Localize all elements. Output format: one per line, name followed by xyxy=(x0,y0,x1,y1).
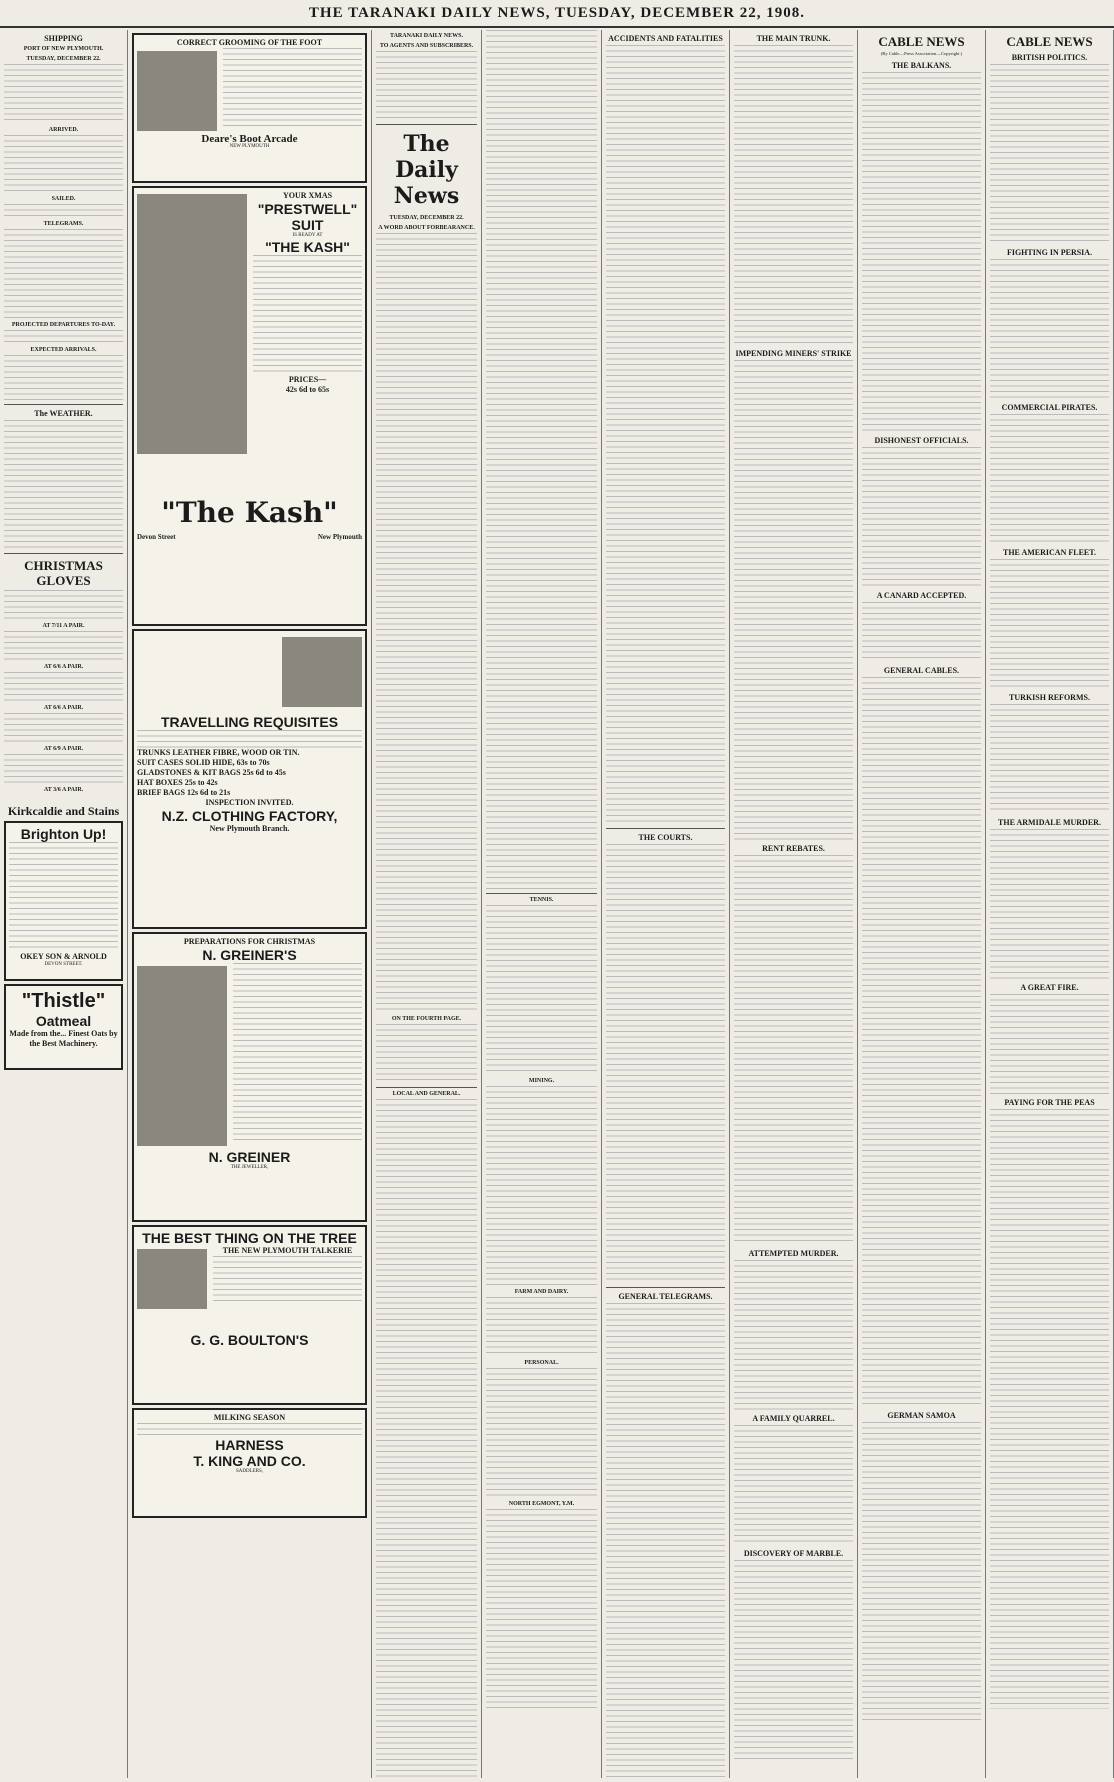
trunk-image xyxy=(282,637,362,707)
christmas-gloves-heading: CHRISTMAS GLOVES xyxy=(24,558,103,588)
trunk-text xyxy=(734,45,853,345)
briefbags-line: BRIEF BAGS 12s 6d to 21s xyxy=(137,788,231,797)
notice-text xyxy=(376,51,477,121)
inspection-label: INSPECTION INVITED. xyxy=(205,798,294,807)
column-cable-1 xyxy=(858,30,986,1778)
dairy-heading: FARM AND DAIRY. xyxy=(514,1289,569,1295)
talkerie-ad xyxy=(132,1225,367,1405)
accidents-heading: ACCIDENTS AND FATALITIES xyxy=(608,34,723,43)
arrived-heading: ARRIVED. xyxy=(48,127,79,133)
telegrams-heading: TELEGRAMS. xyxy=(43,221,84,227)
fourth-page-heading: ON THE FOURTH PAGE. xyxy=(391,1016,462,1022)
local-text xyxy=(376,1099,477,1778)
fire-heading: A GREAT FIRE. xyxy=(1020,983,1079,992)
bracelet-image xyxy=(137,966,227,1146)
cable-heading-2: CABLE NEWS xyxy=(1006,34,1093,49)
greiner-ad xyxy=(132,932,367,1222)
greiner-heading: N. GREINER'S xyxy=(202,947,297,963)
thistle-heading: "Thistle" xyxy=(21,990,106,1012)
suit-image xyxy=(137,194,247,454)
persia-heading: FIGHTING IN PERSIA. xyxy=(1006,248,1093,257)
port-date: TUESDAY, DECEMBER 22. xyxy=(26,56,101,62)
personal-text xyxy=(486,1368,597,1498)
boot-ad-text xyxy=(223,48,362,128)
armidale-text xyxy=(990,829,1109,979)
notice-title: TARANAKI DAILY NEWS. xyxy=(390,33,463,39)
personal-heading: PERSONAL. xyxy=(524,1360,559,1366)
daily-news-heading: The Daily News xyxy=(393,131,460,209)
tking-heading: T. KING AND CO. xyxy=(193,1453,306,1469)
expected-text xyxy=(4,355,123,401)
thistle-tagline: Made from the... Finest Oats by the Best Machinery. xyxy=(9,1029,118,1048)
greiner-jeweller: THE JEWELLER, xyxy=(230,1165,269,1170)
gloves-intro xyxy=(4,590,123,620)
gloves-text-2 xyxy=(4,631,123,661)
price-range: 42s 6d to 65s xyxy=(285,385,330,394)
column-news xyxy=(482,30,602,1778)
armidale-heading: THE ARMIDALE MURDER. xyxy=(998,818,1101,827)
best-heading: THE BEST THING ON THE TREE xyxy=(142,1230,357,1246)
peas-text xyxy=(990,1109,1109,1709)
talkerie-text xyxy=(213,1256,362,1301)
trunk-heading: THE MAIN TRUNK. xyxy=(756,34,831,43)
column-accidents xyxy=(602,30,730,1778)
dishonest-text xyxy=(862,447,981,587)
column-ads xyxy=(128,30,372,1778)
arrived-text xyxy=(4,135,123,193)
editorial-text xyxy=(376,233,477,1013)
greiner-name: N. GREINER xyxy=(208,1149,291,1165)
brighton-list xyxy=(9,842,118,952)
kash-ad xyxy=(132,186,367,626)
dishonest-heading: DISHONEST OFFICIALS. xyxy=(874,435,969,445)
ready-label: IS READY AT xyxy=(292,233,323,238)
travel-heading: TRAVELLING REQUISITES xyxy=(160,714,339,730)
okey-address: DEVON STREET. xyxy=(44,962,83,967)
kash-town: New Plymouth xyxy=(317,533,362,541)
forbearance-heading: A WORD ABOUT FORBEARANCE. xyxy=(378,225,475,231)
talkerie-heading: THE NEW PLYMOUTH TALKERIE xyxy=(222,1246,353,1255)
courts-heading: THE COURTS. xyxy=(638,833,693,842)
miners-heading: IMPENDING MINERS' STRIKE xyxy=(735,349,852,358)
column-cable-2 xyxy=(986,30,1114,1778)
masthead: THE TARANAKI DAILY NEWS, TUESDAY, DECEMBER 22, 1908. xyxy=(0,0,1114,28)
sailed-text xyxy=(4,204,123,218)
prestwell-label: "PRESTWELL" xyxy=(257,201,358,217)
accidents-text xyxy=(606,45,725,825)
oatmeal-heading: Oatmeal xyxy=(35,1013,92,1029)
expected-heading: EXPECTED ARRIVALS. xyxy=(30,347,97,353)
general-cables-heading: GENERAL CABLES. xyxy=(883,665,960,675)
column-trunk xyxy=(730,30,858,1778)
gloves-price-4: AT 6/9 A PAIR. xyxy=(43,746,84,752)
canard-heading: A CANARD ACCEPTED. xyxy=(876,590,967,600)
persia-text xyxy=(990,259,1109,399)
attempted-heading: ATTEMPTED MURDER. xyxy=(748,1249,839,1258)
american-text xyxy=(990,559,1109,689)
news-text-top xyxy=(486,30,597,890)
weather-text xyxy=(4,420,123,550)
gloves-price-1: AT 7/11 A PAIR. xyxy=(42,623,85,629)
boulton-heading: G. G. BOULTON'S xyxy=(190,1332,309,1348)
suit-label: SUIT xyxy=(291,217,324,233)
general-telegrams-heading: GENERAL TELEGRAMS. xyxy=(618,1292,713,1301)
clothing-branch: New Plymouth Branch. xyxy=(209,824,290,833)
clothing-factory: N.Z. CLOTHING FACTORY, xyxy=(161,808,338,824)
gladstones-line: GLADSTONES & KIT BAGS 25s 6d to 45s xyxy=(137,768,286,777)
kash-ad-text xyxy=(253,255,362,375)
marble-text xyxy=(734,1560,853,1760)
local-heading: LOCAL AND GENERAL. xyxy=(392,1091,461,1097)
british-heading: BRITISH POLITICS. xyxy=(1011,53,1088,62)
german-heading: GERMAN SAMOA xyxy=(887,1410,956,1420)
editorial-date: TUESDAY, DECEMBER 22. xyxy=(389,215,464,221)
harness-ad xyxy=(132,1408,367,1518)
port-heading: PORT OF NEW PLYMOUTH. xyxy=(23,46,104,52)
column-shipping xyxy=(0,30,128,1778)
rent-text xyxy=(734,855,853,1245)
telegrams-text xyxy=(4,229,123,319)
travel-ad xyxy=(132,629,367,929)
marble-heading: DISCOVERY OF MARBLE. xyxy=(743,1549,844,1558)
gloves-price-3: AT 6/6 A PAIR. xyxy=(43,705,84,711)
general-telegrams-text xyxy=(606,1303,725,1778)
balkans-text xyxy=(862,72,981,432)
brighton-ad xyxy=(4,821,123,981)
north-text xyxy=(486,1509,597,1709)
tide-table xyxy=(4,64,123,124)
tree-image xyxy=(137,1249,207,1309)
saddlers-label: SADDLERS, xyxy=(235,1469,264,1474)
courts-text xyxy=(606,844,725,1284)
mining-heading: MINING. xyxy=(528,1078,555,1084)
general-cables-text xyxy=(862,677,981,1407)
deare-heading: Deare's Boot Arcade xyxy=(201,133,298,145)
notice-sub: TO AGENTS AND SUBSCRIBERS. xyxy=(379,43,474,49)
gloves-price-5: AT 3/6 A PAIR. xyxy=(43,787,84,793)
brighton-heading: Brighton Up! xyxy=(20,826,107,842)
american-heading: THE AMERICAN FLEET. xyxy=(1003,548,1096,557)
weather-heading: The WEATHER. xyxy=(34,409,93,418)
prep-heading: PREPARATIONS FOR CHRISTMAS xyxy=(183,937,316,946)
projected-text xyxy=(4,330,123,344)
north-heading: NORTH EGMONT, Y.M. xyxy=(508,1501,575,1507)
cable-byline-1: (By Cable—Press Association—Copyright.) xyxy=(880,51,963,56)
turkish-heading: TURKISH REFORMS. xyxy=(1009,693,1090,702)
kirkcaldie-heading: Kirkcaldie and Stains xyxy=(7,804,120,818)
harness-heading: HARNESS xyxy=(215,1437,284,1453)
kash-street: Devon Street xyxy=(137,533,176,541)
boot-image xyxy=(137,51,217,131)
tennis-heading: TENNIS. xyxy=(529,897,554,903)
mining-text xyxy=(486,1086,597,1286)
attempted-text xyxy=(734,1260,853,1410)
milking-heading: MILKING SEASON xyxy=(213,1413,286,1422)
kash-big-heading: "The Kash" xyxy=(161,496,338,529)
rent-heading: RENT REBATES. xyxy=(762,844,825,853)
okey-name: OKEY SON & ARNOLD xyxy=(20,952,107,961)
canard-text xyxy=(862,602,981,662)
dairy-text xyxy=(486,1297,597,1357)
gloves-text-4 xyxy=(4,713,123,743)
the-kash-label: "THE KASH" xyxy=(265,239,350,255)
milking-text xyxy=(137,1423,362,1437)
thistle-ad xyxy=(4,984,123,1070)
deare-location: NEW PLYMOUTH xyxy=(229,144,270,149)
travel-intro xyxy=(137,730,362,748)
projected-heading: PROJECTED DEPARTURES TO-DAY. xyxy=(11,322,116,328)
gloves-price-2: AT 6/6 A PAIR. xyxy=(43,664,84,670)
turkish-text xyxy=(990,704,1109,814)
prices-label: PRICES— xyxy=(288,375,327,384)
gloves-text-3 xyxy=(4,672,123,702)
shipping-heading: SHIPPING xyxy=(44,34,83,43)
pirates-heading: COMMERCIAL PIRATES. xyxy=(1001,403,1098,412)
pirates-text xyxy=(990,414,1109,544)
boot-ad-heading: CORRECT GROOMING OF THE FOOT xyxy=(176,38,323,47)
balkans-heading: THE BALKANS. xyxy=(891,60,952,70)
tennis-text xyxy=(486,905,597,1075)
cable-heading-1: CABLE NEWS xyxy=(878,34,965,49)
peas-heading: PAYING FOR THE PEAS xyxy=(1004,1098,1095,1107)
column-editorial xyxy=(372,30,482,1778)
fourth-page-list xyxy=(376,1024,477,1084)
gloves-text-5 xyxy=(4,754,123,784)
trunks-line: TRUNKS LEATHER FIBRE, WOOD OR TIN. xyxy=(137,748,300,757)
fire-text xyxy=(990,994,1109,1094)
british-text xyxy=(990,64,1109,244)
greiner-text xyxy=(233,963,362,1143)
family-text xyxy=(734,1425,853,1545)
sailed-heading: SAILED. xyxy=(51,196,76,202)
hatboxes-line: HAT BOXES 25s to 42s xyxy=(137,778,218,787)
xmas-label: YOUR XMAS xyxy=(282,191,333,200)
family-heading: A FAMILY QUARREL. xyxy=(752,1414,835,1423)
suitcases-line: SUIT CASES SOLID HIDE, 63s to 70s xyxy=(137,758,270,767)
boot-ad xyxy=(132,33,367,183)
miners-text xyxy=(734,360,853,840)
german-text xyxy=(862,1422,981,1722)
